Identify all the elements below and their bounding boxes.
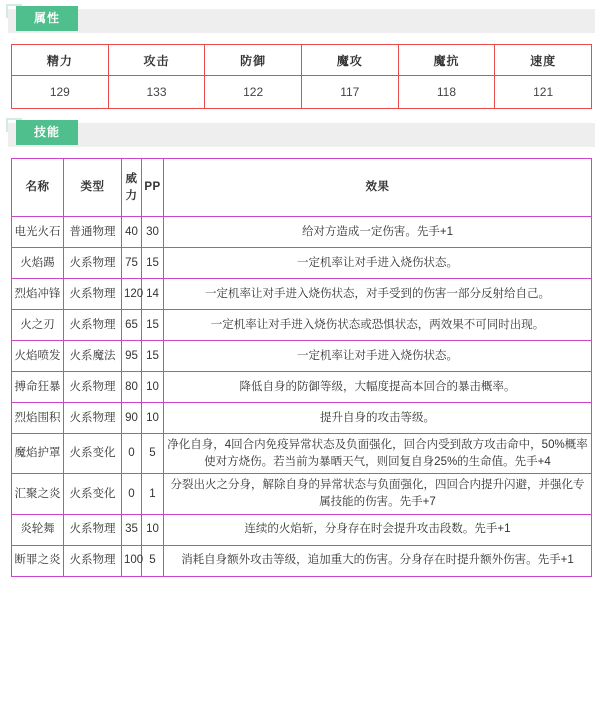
skill-type-cell: 火系物理 <box>64 310 122 341</box>
attributes-value-row <box>12 76 592 109</box>
skill-pp-cell: 5 <box>142 545 164 576</box>
skill-pp-cell: 30 <box>142 217 164 248</box>
table-row <box>12 434 592 474</box>
skill-power-cell: 80 <box>122 372 142 403</box>
skill-name-cell: 火焰踢 <box>12 248 64 279</box>
skill-type-cell: 火系物理 <box>64 545 122 576</box>
skill-effect-cell: 一定机率让对手进入烧伤状态。 <box>164 248 592 279</box>
skills-section-header <box>8 123 595 147</box>
skill-name-cell: 断罪之炎 <box>12 545 64 576</box>
skill-name-cell: 汇聚之炎 <box>12 474 64 514</box>
table-row <box>12 403 592 434</box>
table-row <box>12 341 592 372</box>
skill-effect-cell: 连续的火焰斩，分身存在时会提升攻击段数。先手+1 <box>164 514 592 545</box>
skill-effect-cell: 一定机率让对手进入烧伤状态或恐惧状态，两效果不可同时出现。 <box>164 310 592 341</box>
table-row <box>12 514 592 545</box>
attr-header-cell: 速度 <box>495 45 592 76</box>
skill-pp-cell: 15 <box>142 341 164 372</box>
skill-power-cell: 90 <box>122 403 142 434</box>
skills-table-body <box>12 217 592 577</box>
skill-effect-cell: 净化自身，4回合内免疫异常状态及负面强化，回合内受到敌方攻击命中，50%概率使对方烧伤。若当前为暴晒天气，则回复自身25%的生命值。先手+4 <box>164 434 592 474</box>
skill-header-power: 威力 <box>122 159 142 217</box>
skill-effect-cell: 降低自身的防御等级，大幅度提高本回合的暴击概率。 <box>164 372 592 403</box>
skill-pp-cell: 1 <box>142 474 164 514</box>
skill-power-cell: 40 <box>122 217 142 248</box>
skill-pp-cell: 10 <box>142 514 164 545</box>
skill-type-cell: 火系魔法 <box>64 341 122 372</box>
skill-pp-cell: 15 <box>142 310 164 341</box>
skill-pp-cell: 14 <box>142 279 164 310</box>
skill-pp-cell: 15 <box>142 248 164 279</box>
skill-effect-cell: 消耗自身额外攻击等级，追加重大的伤害。分身存在时提升额外伤害。先手+1 <box>164 545 592 576</box>
skill-name-cell: 搏命狂暴 <box>12 372 64 403</box>
skill-power-cell: 120 <box>122 279 142 310</box>
skills-header-row <box>12 159 592 217</box>
skill-name-cell: 烈焰围积 <box>12 403 64 434</box>
skill-type-cell: 火系变化 <box>64 434 122 474</box>
skill-type-cell: 火系物理 <box>64 403 122 434</box>
skill-name-cell: 电光火石 <box>12 217 64 248</box>
table-row <box>12 217 592 248</box>
attr-header-cell: 魔攻 <box>301 45 398 76</box>
attributes-table-container <box>11 44 592 109</box>
skill-effect-cell: 给对方造成一定伤害。先手+1 <box>164 217 592 248</box>
skill-effect-cell: 一定机率让对手进入烧伤状态。 <box>164 341 592 372</box>
skill-name-cell: 烈焰冲锋 <box>12 279 64 310</box>
skill-header-type: 类型 <box>64 159 122 217</box>
attr-value-cell: 122 <box>205 76 302 109</box>
skills-table-container <box>11 158 592 577</box>
skill-power-cell: 100 <box>122 545 142 576</box>
skill-type-cell: 普通物理 <box>64 217 122 248</box>
skill-type-cell: 火系物理 <box>64 372 122 403</box>
attr-value-cell: 118 <box>398 76 495 109</box>
attributes-header-row <box>12 45 592 76</box>
attributes-table <box>11 44 592 109</box>
skill-header-pp: PP <box>142 159 164 217</box>
skill-effect-cell: 分裂出火之分身，解除自身的异常状态与负面强化，四回合内提升闪避，并强化专属技能的伤害。先手+7 <box>164 474 592 514</box>
skill-pp-cell: 10 <box>142 372 164 403</box>
skill-effect-cell: 一定机率让对手进入烧伤状态，对手受到的伤害一部分反射给自己。 <box>164 279 592 310</box>
table-row <box>12 310 592 341</box>
attributes-section-badge: 属性 <box>16 6 78 31</box>
skill-header-name: 名称 <box>12 159 64 217</box>
table-row <box>12 372 592 403</box>
skill-type-cell: 火系物理 <box>64 279 122 310</box>
page-root <box>0 9 603 702</box>
attr-value-cell: 129 <box>12 76 109 109</box>
skill-power-cell: 35 <box>122 514 142 545</box>
skill-power-cell: 0 <box>122 474 142 514</box>
attr-value-cell: 121 <box>495 76 592 109</box>
skill-type-cell: 火系物理 <box>64 514 122 545</box>
skill-pp-cell: 10 <box>142 403 164 434</box>
skill-power-cell: 65 <box>122 310 142 341</box>
attributes-section-header <box>8 9 595 33</box>
table-row <box>12 545 592 576</box>
attr-header-cell: 防御 <box>205 45 302 76</box>
attr-header-cell: 攻击 <box>108 45 205 76</box>
skill-power-cell: 75 <box>122 248 142 279</box>
skill-type-cell: 火系变化 <box>64 474 122 514</box>
table-row <box>12 279 592 310</box>
attr-header-cell: 精力 <box>12 45 109 76</box>
skill-name-cell: 魔焰护罩 <box>12 434 64 474</box>
skill-power-cell: 95 <box>122 341 142 372</box>
skills-table <box>11 158 592 577</box>
skill-name-cell: 炎轮舞 <box>12 514 64 545</box>
skill-name-cell: 火焰喷发 <box>12 341 64 372</box>
skill-type-cell: 火系物理 <box>64 248 122 279</box>
attr-value-cell: 117 <box>301 76 398 109</box>
skill-name-cell: 火之刃 <box>12 310 64 341</box>
attr-value-cell: 133 <box>108 76 205 109</box>
table-row <box>12 248 592 279</box>
attr-header-cell: 魔抗 <box>398 45 495 76</box>
skill-power-cell: 0 <box>122 434 142 474</box>
skill-header-effect: 效果 <box>164 159 592 217</box>
skill-effect-cell: 提升自身的攻击等级。 <box>164 403 592 434</box>
skills-section-badge: 技能 <box>16 120 78 145</box>
table-row <box>12 474 592 514</box>
skill-pp-cell: 5 <box>142 434 164 474</box>
